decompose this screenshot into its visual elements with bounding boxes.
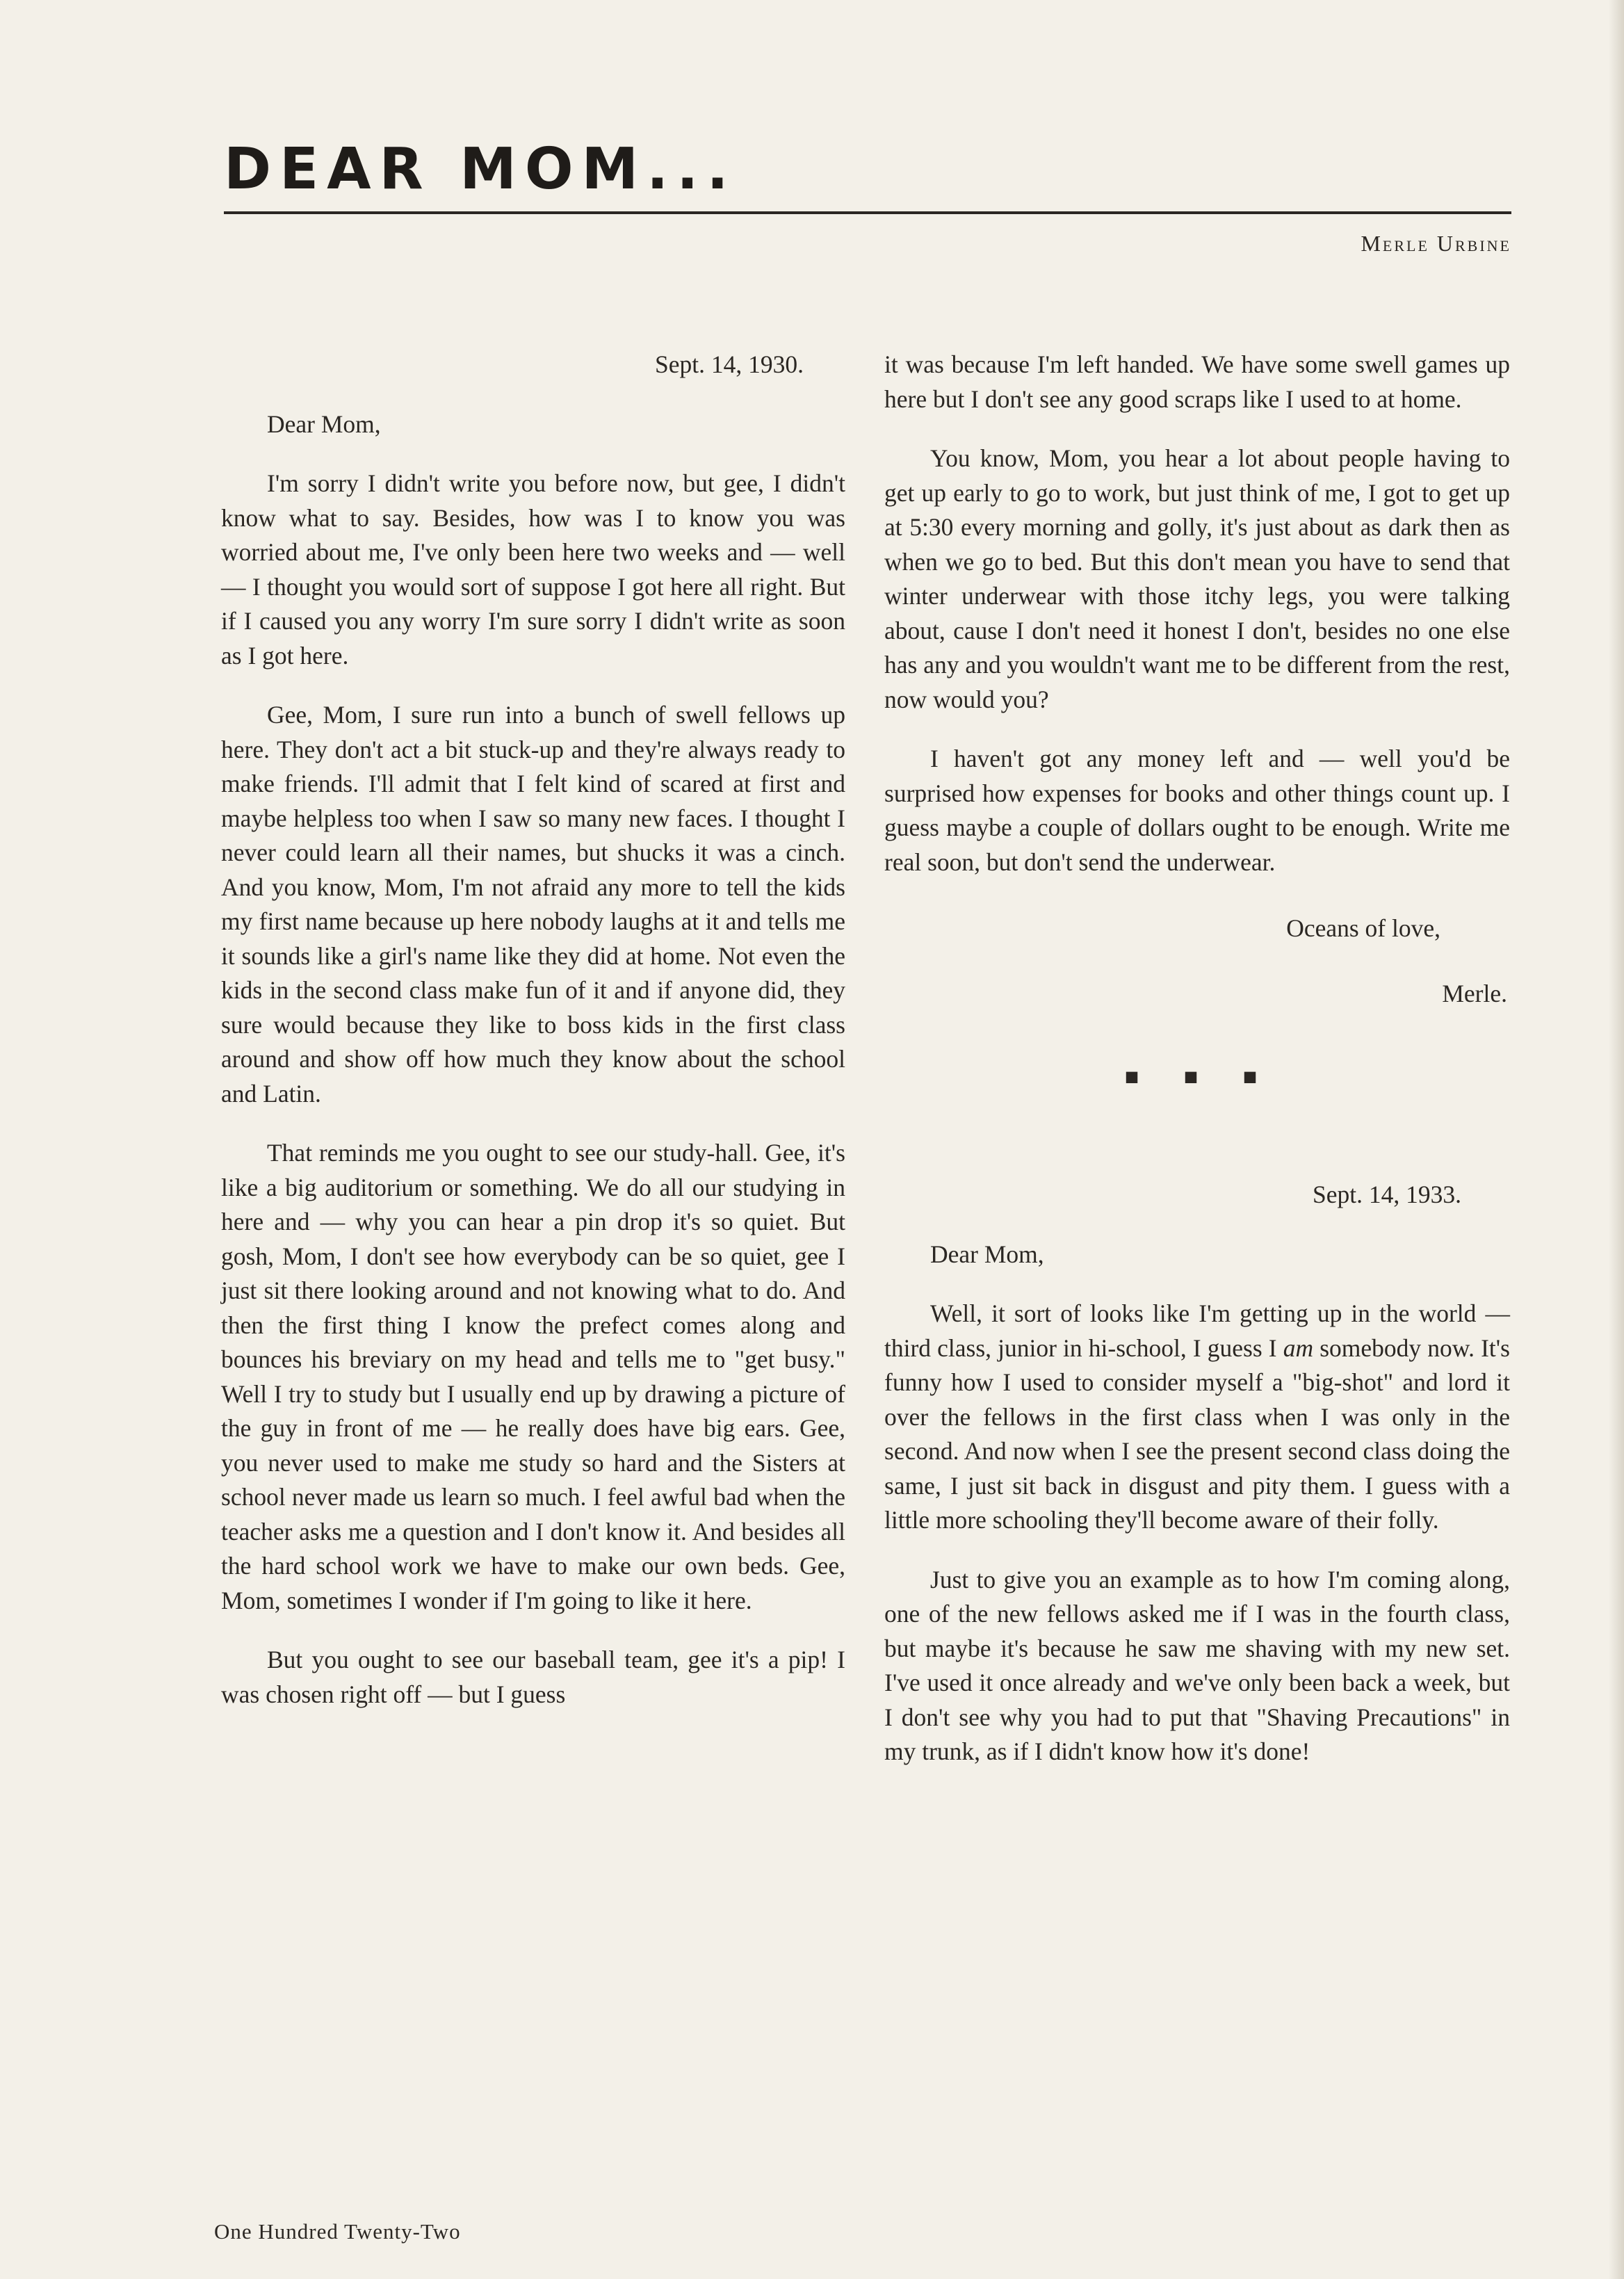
letter2-text: Well, it sort of looks like I'm getting up in the world — third class, junior in hi-school, I guess I	[884, 1299, 1510, 1362]
left-column	[221, 348, 845, 1737]
page-number: One Hundred Twenty-Two	[214, 2219, 461, 2244]
page-title: DEAR MOM...	[224, 136, 737, 202]
letter2-paragraph: Just to give you an example as to how I'm coming along, one of the new fellows asked me if I was in the fourth class, but maybe it's because he saw me shaving with my new set. I've used it once already and we've only been back a week, but I don't see why you had to put that "Shaving Precautions" in my trunk, as if I didn't know how it's done!	[884, 1565, 1510, 1765]
letter1-paragraph: Gee, Mom, I sure run into a bunch of swell fellows up here. They don't act a bit stuck-up and they're always ready to make friends. I'll admit that I felt kind of scared at first and maybe helpless too when I saw so many new faces. I thought I never could learn all their names, but shucks it was a cinch. And you know, Mom, I'm not afraid any more to tell the kids my first name because up here nobody laughs at it and tells me it sounds like a girl's name like they did at home. Not even the kids in the second class make fun of it and if anyone did, they sure would because they like to boss kids in the first class around and show off how much they know about the school and Latin.	[221, 701, 845, 1108]
author-name: Merle Urbine	[1361, 231, 1511, 256]
letter2-paragraph	[884, 1297, 1510, 1538]
letter1-paragraph: But you ought to see our baseball team, gee it's a pip! I was chosen right off — but I guess	[221, 1646, 845, 1708]
letter1-closing: Oceans of love,	[1286, 914, 1440, 942]
letter1-paragraph: I haven't got any money left and — well you'd be surprised how expenses for books and other things count up. I guess maybe a couple of dollars ought to be enough. Write me real soon, but don't send the underwear.	[884, 745, 1510, 876]
letter1-continuation: it was because I'm left handed. We have some swell games up here but I don't see any good scraps like I used to at home.	[884, 350, 1510, 413]
letter2-emphasis: am	[1283, 1333, 1314, 1362]
letter1-paragraph: I'm sorry I didn't write you before now, but gee, I didn't know what to say. Besides, how was I to know you was worried about me, I've only been here two weeks and — well — I thought you would sort of suppose I got here all right. But if I caused you any worry I'm sure sorry I didn't write as soon as I got here.	[221, 469, 845, 670]
letter2-salutation: Dear Mom,	[930, 1240, 1044, 1268]
letter2-text: somebody now. It's funny how I used to consider myself a "big-shot" and lord it over the fellows in the first class when I was only in the second. And now when I see the present second class doing the same, I just sit back in disgust and pity them. I guess with a little more schooling they'll become aware of their folly.	[884, 1333, 1510, 1534]
letter1-paragraph: You know, Mom, you hear a lot about people having to get up early to go to work, but just think of me, I got to get up at 5:30 every morning and golly, it's just about as dark then as when we go to bed. But this don't mean you have to send that winter underwear with those itchy legs, you were talking about, cause I don't need it honest I don't, besides no one else has any and you wouldn't want me to be different from the rest, now would you?	[884, 444, 1510, 713]
page-edge	[1609, 0, 1624, 2279]
letter1-date: Sept. 14, 1930.	[655, 350, 804, 378]
section-separator: ■ ■ ■	[1124, 1064, 1277, 1090]
letter1-paragraph: That reminds me you ought to see our study-hall. Gee, it's like a big auditorium or something. We do all our studying in here and — why you can hear a pin drop it's so quiet. But gosh, Mom, I don't see how everybody can be so quiet, gee I just sit there looking around and not knowing what to do. And then the first thing I know the prefect comes along and bounces his breviary on my head and tells me to "get busy." Well I try to study but I usually end up by drawing a picture of the guy in front of me — he really does have big ears. Gee, you never used to make me study so hard and the Sisters at school never made us learn so much. I feel awful bad when the teacher asks me a question and I don't know it. And besides all the hard school work we have to make our own beds. Gee, Mom, sometimes I wonder if I'm going to like it here.	[221, 1139, 845, 1614]
letter1-signature: Merle.	[1442, 980, 1507, 1007]
letter1-salutation: Dear Mom,	[267, 409, 381, 438]
letter2-date: Sept. 14, 1933.	[1313, 1181, 1461, 1208]
title-rule	[224, 211, 1511, 214]
right-column	[884, 348, 1510, 1794]
